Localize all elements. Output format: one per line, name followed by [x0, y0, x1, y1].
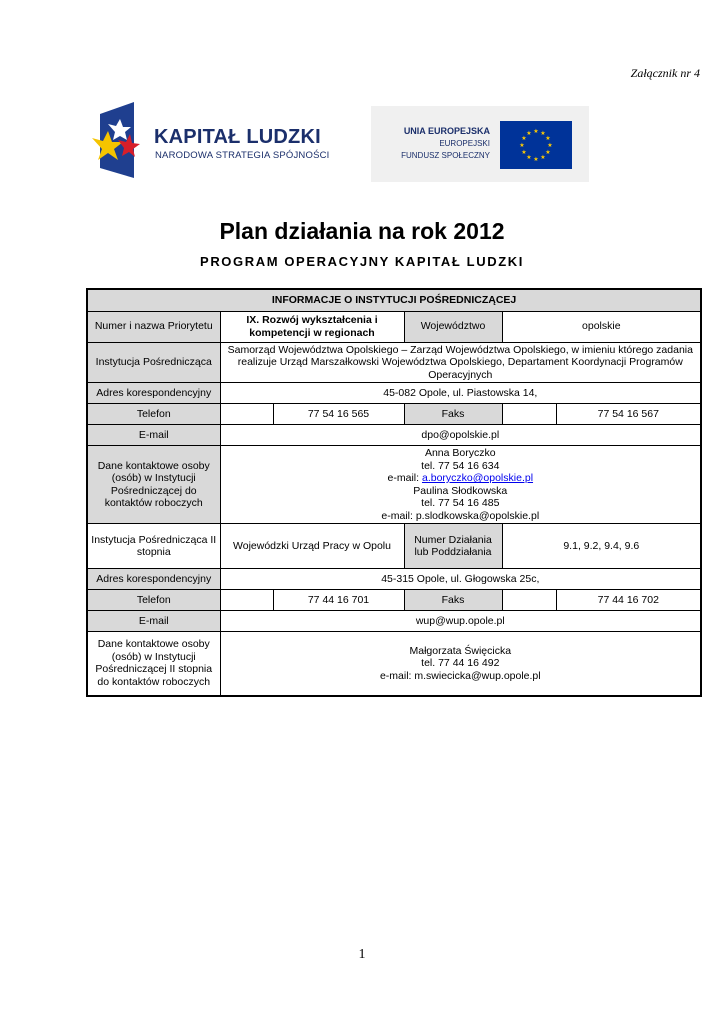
email-value: dpo@opolskie.pl	[220, 425, 701, 446]
fax-value: 77 54 16 567	[556, 404, 701, 425]
address2-value: 45-315 Opole, ul. Głogowska 25c,	[220, 569, 701, 590]
email2-label: E-mail	[87, 611, 220, 632]
phone2-spacer	[220, 590, 273, 611]
institution-info-table	[86, 288, 702, 697]
fax-spacer	[502, 404, 556, 425]
phone2-label: Telefon	[87, 590, 220, 611]
address2-label: Adres korespondencyjny	[87, 569, 220, 590]
contacts2-value	[220, 632, 701, 696]
page-subtitle: PROGRAM OPERACYJNY KAPITAŁ LUDZKI	[200, 254, 524, 269]
contact1-email-prefix: e-mail:	[387, 472, 422, 484]
svg-text:★: ★	[533, 128, 539, 135]
svg-text:★: ★	[545, 135, 551, 142]
contact3-name: Małgorzata Święcicka	[409, 644, 512, 657]
contacts-value	[220, 446, 701, 524]
ip2-value: Wojewódzki Urząd Pracy w Opolu	[220, 524, 404, 569]
svg-text:★: ★	[521, 149, 527, 156]
svg-text:★: ★	[526, 130, 532, 137]
contact1-name: Anna Boryczko	[424, 447, 496, 459]
fax2-label: Faks	[404, 590, 502, 611]
voivodeship-value: opolskie	[502, 311, 701, 342]
eu-flag-icon	[500, 121, 572, 169]
contact3-tel: tel. 77 44 16 492	[421, 657, 500, 669]
svg-text:★: ★	[540, 130, 546, 137]
contact2-email: e-mail: p.slodkowska@opolskie.pl	[381, 509, 540, 522]
phone2-value: 77 44 16 701	[273, 590, 404, 611]
contacts2-label: Dane kontaktowe osoby (osób) w Instytucji Pośredniczącej II stopnia do kontaktów roboczych	[87, 632, 220, 696]
svg-text:★: ★	[545, 149, 551, 156]
voivodeship-label: Województwo	[404, 311, 502, 342]
contact1-email-row	[224, 472, 698, 485]
kapital-ludzki-title: KAPITAŁ LUDZKI	[154, 126, 321, 148]
contacts-label: Dane kontaktowe osoby (osób) w Instytucji Pośredniczącej do kontaktów roboczych	[87, 446, 220, 524]
phone-spacer	[220, 404, 273, 425]
eu-logo-line3: FUNDUSZ SPOŁECZNY	[401, 151, 490, 160]
ip-value: Samorząd Województwa Opolskiego – Zarząd Województwa Opolskiego, w imieniu którego zadania realizuje Urząd Marszałkowski Województwa Opolskiego, Departament Koordynacji Programów Operacyjnych	[220, 342, 701, 383]
page-title: Plan działania na rok 2012	[219, 218, 505, 244]
svg-text:★: ★	[519, 142, 525, 149]
phone-label: Telefon	[87, 404, 220, 425]
svg-text:★: ★	[540, 154, 546, 161]
svg-text:★: ★	[533, 156, 539, 163]
priority-value: IX. Rozwój wykształcenia i kompetencji w regionach	[220, 311, 404, 342]
phone-value: 77 54 16 565	[273, 404, 404, 425]
ip2-label: Instytucja Pośrednicząca II stopnia	[87, 524, 220, 569]
fax2-spacer	[502, 590, 556, 611]
kapital-ludzki-subtitle: NARODOWA STRATEGIA SPÓJNOŚCI	[155, 150, 330, 161]
fax2-value: 77 44 16 702	[556, 590, 701, 611]
contact1-email-link[interactable]: a.boryczko@opolskie.pl	[421, 472, 534, 484]
email-label: E-mail	[87, 425, 220, 446]
priority-label: Numer i nazwa Priorytetu	[87, 311, 220, 342]
eu-logo	[371, 106, 589, 182]
annex-label: Załącznik nr 4	[630, 66, 700, 80]
email2-value: wup@wup.opole.pl	[220, 611, 701, 632]
address-value: 45-082 Opole, ul. Piastowska 14,	[220, 383, 701, 404]
contact3-email: e-mail: m.swiecicka@wup.opole.pl	[379, 669, 541, 682]
eu-logo-line1: UNIA EUROPEJSKA	[403, 126, 490, 136]
contact2-tel: tel. 77 54 16 485	[421, 497, 500, 509]
measure-value: 9.1, 9.2, 9.4, 9.6	[502, 524, 701, 569]
fax-label: Faks	[404, 404, 502, 425]
ip-label: Instytucja Pośrednicząca	[87, 342, 220, 383]
table-header: INFORMACJE O INSTYTUCJI POŚREDNICZĄCEJ	[87, 289, 701, 311]
page-number: 1	[358, 947, 366, 962]
svg-text:★: ★	[526, 154, 532, 161]
contact2-name: Paulina Słodkowska	[413, 484, 508, 497]
measure-label: Numer Działania lub Poddziałania	[404, 524, 502, 569]
svg-text:★: ★	[547, 142, 553, 149]
address-label: Adres korespondencyjny	[87, 383, 220, 404]
eu-logo-line2: EUROPEJSKI	[439, 139, 490, 148]
svg-text:★: ★	[521, 135, 527, 142]
contact1-tel: tel. 77 54 16 634	[421, 459, 500, 472]
